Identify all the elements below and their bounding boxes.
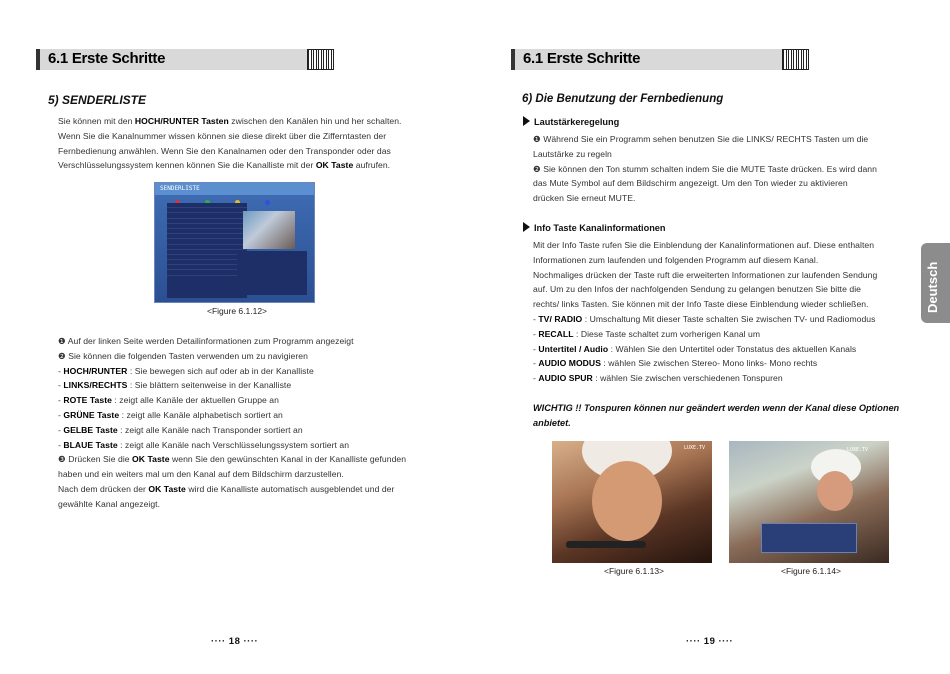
header-barcode-decoration — [307, 49, 334, 70]
text-line: drücken Sie erneut MUTE. — [533, 193, 636, 204]
text-line: - AUDIO MODUS : wählen Sie zwischen Stereo- Mono links- Mono rechts — [533, 358, 818, 369]
page-number: ···· 18 ···· — [211, 636, 259, 647]
text-line: Nach dem drücken der OK Taste wird die Kanalliste automatisch ausgeblendet und der — [58, 483, 395, 494]
text-line: - RECALL : Diese Taste schaltet zum vorherigen Kanal um — [533, 328, 761, 339]
text-line: rechts/ links Tasten. Sie können mit der Info Taste diese Einblendung wieder schließen. — [533, 299, 869, 310]
channel-logo: LUXE.TV — [684, 445, 706, 451]
screenshot-title: SENDERLISTE — [160, 185, 200, 192]
intro-paragraph — [58, 114, 402, 173]
text-line: - HOCH/RUNTER : Sie bewegen sich auf oder ab in der Kanalliste — [58, 365, 314, 376]
text-line: haben und ein weiters mal um den Kanal auf dem Bildschirm darzustellen. — [58, 469, 344, 480]
warning-note: WICHTIG !! Tonspuren können nur geändert werden wenn der Kanal diese Optionen anbietet. — [533, 403, 900, 428]
text-line: Mit der Info Taste rufen Sie die Einblendung der Kanalinformationen auf. Diese enthalten — [533, 240, 875, 250]
text-line: Wenn Sie die Kanalnummer wissen können sie diese direkt über die Zifferntasten der — [58, 130, 387, 141]
text-line: Verschlüsselungssystem kennen können Sie die Kanalliste mit der OK Taste aufrufen. — [58, 160, 391, 171]
text-line: - AUDIO SPUR : wählen Sie zwischen verschiedenen Tonspuren — [533, 373, 783, 384]
triangle-bullet-icon — [523, 222, 530, 232]
page-header — [511, 49, 807, 70]
info-paragraph — [533, 238, 877, 386]
text-line: auf. Um zu den Infos der nachfolgenden Sendung zu gelangen benutzen Sie bitte die — [533, 284, 861, 295]
text-line: ❷ Sie können den Ton stumm schalten indem Sie die MUTE Taste drücken. Es wird dann — [533, 163, 877, 174]
text-line: Informationen zum laufenden und folgenden Programm auf diesem Kanal. — [533, 254, 819, 265]
language-side-tab: Deutsch — [921, 243, 950, 323]
text-line: ❷ Sie können die folgenden Tasten verwenden um zu navigieren — [58, 350, 308, 361]
text-line: - Untertitel / Audio : Wählen Sie den Untertitel oder Tonstatus des aktuellen Kanals — [533, 343, 857, 354]
text-line: - GELBE Taste : zeigt alle Kanäle nach Transponder sortiert an — [58, 424, 303, 435]
preview-image — [243, 211, 295, 249]
subheading-info: Info Taste Kanalinformationen — [523, 222, 666, 233]
figure-caption-1: <Figure 6.1.13> — [604, 566, 665, 576]
text-line: - LINKS/RECHTS : Sie blättern seitenweise in der Kanalliste — [58, 380, 292, 391]
mute-screenshot — [552, 441, 712, 563]
text-line: - BLAUE Taste : zeigt alle Kanäle nach Verschlüsselungssystem sortiert an — [58, 439, 350, 450]
channel-list-screenshot — [154, 182, 315, 303]
figure-caption: <Figure 6.1.12> — [207, 306, 268, 316]
text-line: ❶ Während Sie ein Programm sehen benutzen Sie die LINKS/ RECHTS Tasten um die — [533, 134, 869, 144]
text-line: das Mute Symbol auf dem Bildschirm angezeigt. Um den Ton wieder zu aktivieren — [533, 178, 848, 189]
volume-paragraph — [533, 132, 877, 206]
figure-caption-2: <Figure 6.1.14> — [781, 566, 842, 576]
channel-logo: LUXE.TV — [847, 447, 869, 453]
navigation-list — [58, 334, 406, 512]
header-barcode-decoration — [782, 49, 809, 70]
audio-menu-screenshot — [729, 441, 889, 563]
page-header — [36, 49, 332, 70]
subheading-volume: Lautstärkeregelung — [523, 116, 619, 127]
right-page — [475, 0, 950, 674]
text-line: - GRÜNE Taste : zeigt alle Kanäle alphabetisch sortiert an — [58, 409, 283, 420]
header-title: 6.1 Erste Schritte — [523, 50, 641, 67]
section-title: 5) SENDERLISTE — [48, 93, 147, 107]
section-title: 6) Die Benutzung der Fernbedienung — [522, 93, 724, 105]
text-line: ❶ Auf der linken Seite werden Detailinformationen zum Programm angezeigt — [58, 336, 354, 346]
text-line: Fernbedienung anwählen. Wenn Sie den Kanalnamen oder den Transponder oder das — [58, 145, 391, 156]
triangle-bullet-icon — [523, 116, 530, 126]
text-line: - TV/ RADIO : Umschaltung Mit dieser Taste schalten Sie zwischen TV- und Radiomodus — [533, 313, 876, 324]
text-line: Nochmaliges drücken der Taste ruft die erweiterten Informationen zur laufenden Sendung — [533, 269, 878, 280]
text-line: gewählte Kanal angezeigt. — [58, 498, 161, 509]
text-line: - ROTE Taste : zeigt alle Kanäle der aktuellen Gruppe an — [58, 395, 279, 406]
text-line: Sie können mit den HOCH/RUNTER Tasten zwischen den Kanälen hin und her schalten. — [58, 116, 402, 126]
text-line: ❸ Drücken Sie die OK Taste wenn Sie den gewünschten Kanal in der Kanalliste gefunden — [58, 454, 407, 465]
page-number: ···· 19 ···· — [686, 636, 734, 647]
header-title: 6.1 Erste Schritte — [48, 50, 166, 67]
text-line: Lautstärke zu regeln — [533, 148, 612, 159]
